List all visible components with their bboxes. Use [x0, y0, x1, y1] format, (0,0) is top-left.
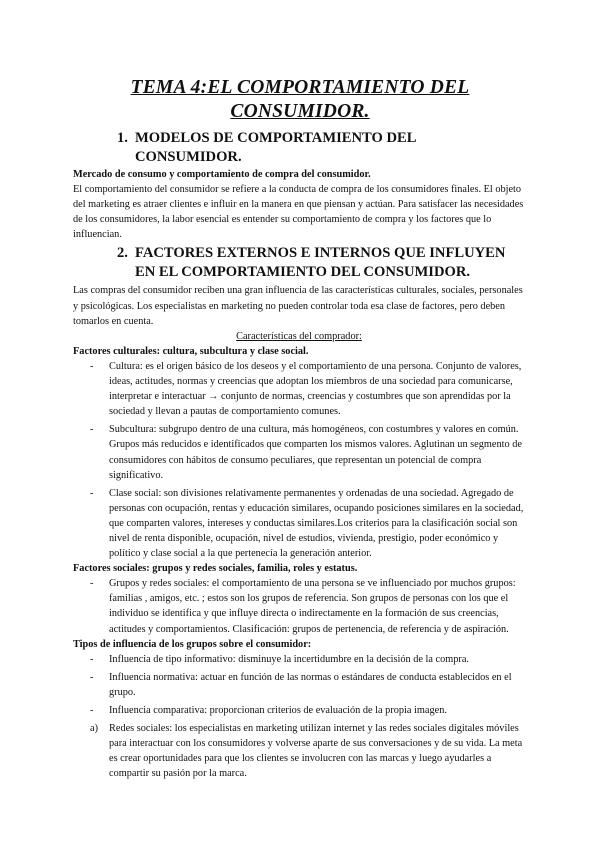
section-2-heading	[73, 244, 525, 282]
title-line-1: TEMA 4:EL COMPORTAMIENTO DEL	[130, 77, 470, 98]
list-item-text: Redes sociales: los especialistas en marketing utilizan internet y las redes sociales digitales móviles para interactuar con los consumidores y volverse aparte de sus conversaciones y de su vida. La meta es crear oportunidades para que los clientes se involucren con las marcas y luego ayudarles a compartir su pasión por la marca.	[109, 723, 523, 780]
cultural-factors-heading: Factores culturales: cultura, subcultura y clase social.	[73, 345, 309, 357]
list-item-text: Influencia de tipo informativo: disminuye la incertidumbre en la decisión de la compra.	[109, 653, 469, 665]
list-marker: -	[90, 653, 94, 665]
document-title	[73, 0, 527, 124]
section-1-number: 1.	[117, 130, 128, 146]
section-2-paragraph: Las compras del consumidor reciben una gran influencia de las características culturales, sociales, personales y psicológicas. Los especialistas en marketing no pueden controlar toda esa clase de factores, pero deben tomarlos en cuenta.	[73, 285, 523, 327]
list-item	[73, 486, 525, 561]
list-item	[73, 359, 525, 419]
section-2-heading-text: FACTORES EXTERNOS E INTERNOS QUE INFLUYEN EN EL COMPORTAMIENTO DEL CONSUMIDOR.	[135, 245, 506, 281]
list-marker: -	[90, 360, 94, 372]
list-marker: -	[90, 487, 94, 499]
list-marker: -	[90, 424, 94, 436]
list-item	[73, 721, 525, 781]
cultural-factors-list	[73, 359, 600, 561]
list-item-text: Subcultura: subgrupo dentro de una cultura, más homogéneos, con costumbres y valores en común. Grupos más reducidos e identificados que comparten los mismos valores. Aglutinan un segmento de consumidores con hábitos de consumo peculiares, que representan un potencial de compra significativo.	[109, 424, 522, 481]
list-item-text: Influencia normativa: actuar en función de las normas o estándares de conducta establecidos en el grupo.	[109, 671, 512, 698]
list-marker: a)	[90, 723, 98, 735]
title-line-2: CONSUMIDOR.	[230, 101, 370, 122]
section-1-heading-text: MODELOS DE COMPORTAMIENTO DEL CONSUMIDOR.	[135, 130, 416, 165]
list-item-text: Cultura: es el origen básico de los deseos y el comportamiento de una persona. Conjunto de valores, ideas, actitudes, normas y creencias que adoptan los miembros de una sociedad para comunicarse, interpretar e interactuar → conjunto de normas, creencias y costumbres que son aprendidas por la sociedad y llevan a pautas de comportamiento comunes.	[109, 360, 522, 418]
list-marker: -	[90, 671, 94, 683]
list-item	[73, 652, 525, 667]
list-marker: -	[90, 578, 94, 590]
list-marker: -	[90, 705, 94, 716]
section-1-heading	[73, 129, 525, 167]
influence-types-heading: Tipos de influencia de los grupos sobre el consumidor:	[73, 638, 312, 650]
social-factors-list	[73, 576, 600, 636]
section-1-subheading: Mercado de consumo y comportamiento de compra del consumidor.	[73, 169, 371, 180]
list-item	[73, 670, 525, 700]
list-item-text: Influencia comparativa: proporcionan criterios de evaluación de la propia imagen.	[109, 705, 447, 716]
influence-types-list	[73, 652, 600, 782]
list-item-text: Grupos y redes sociales: el comportamiento de una persona se ve influenciado por muchos grupos: familias , amigos, etc. ; estos son los grupos de referencia. Son grupos de personas con los que el individuo se identifica y que influye directa o indirectamente en la formación de sus creencias, actitudes y comportamientos. Clasificación: grupos de pertenencia, de referencia y de aspiración.	[109, 578, 516, 635]
list-item	[73, 422, 525, 482]
section-1-paragraph: El comportamiento del consumidor se refiere a la conducta de compra de los consumidores finales. El objeto del marketing es atraer clientes e influir en la manera en que piensan y actúan. Para satisfacer las necesidades de los consumidores, la labor esencial es entender su comportamiento de compra y los factores que lo influencian.	[73, 184, 524, 241]
list-item-text: Clase social: son divisiones relativamente permanentes y ordenadas de una sociedad. Agregado de personas con ocupación, rentas y educación similares, ocupando posiciones similares en la sociedad, que comparten valores, intereses y conductas similares.Los criterios para la clasificación social son nivel de renta disponible, ocupación, nivel de estudios, vivienda, prestigio, poder económico y político y clase social a la que pertenecía la generación anterior.	[109, 487, 524, 560]
buyer-characteristics-caption: Características del comprador:	[236, 330, 362, 342]
section-2-number: 2.	[117, 245, 128, 262]
list-item	[73, 576, 525, 636]
list-item	[73, 703, 525, 718]
social-factors-heading: Factores sociales: grupos y redes sociales, familia, roles y estatus.	[73, 563, 358, 575]
